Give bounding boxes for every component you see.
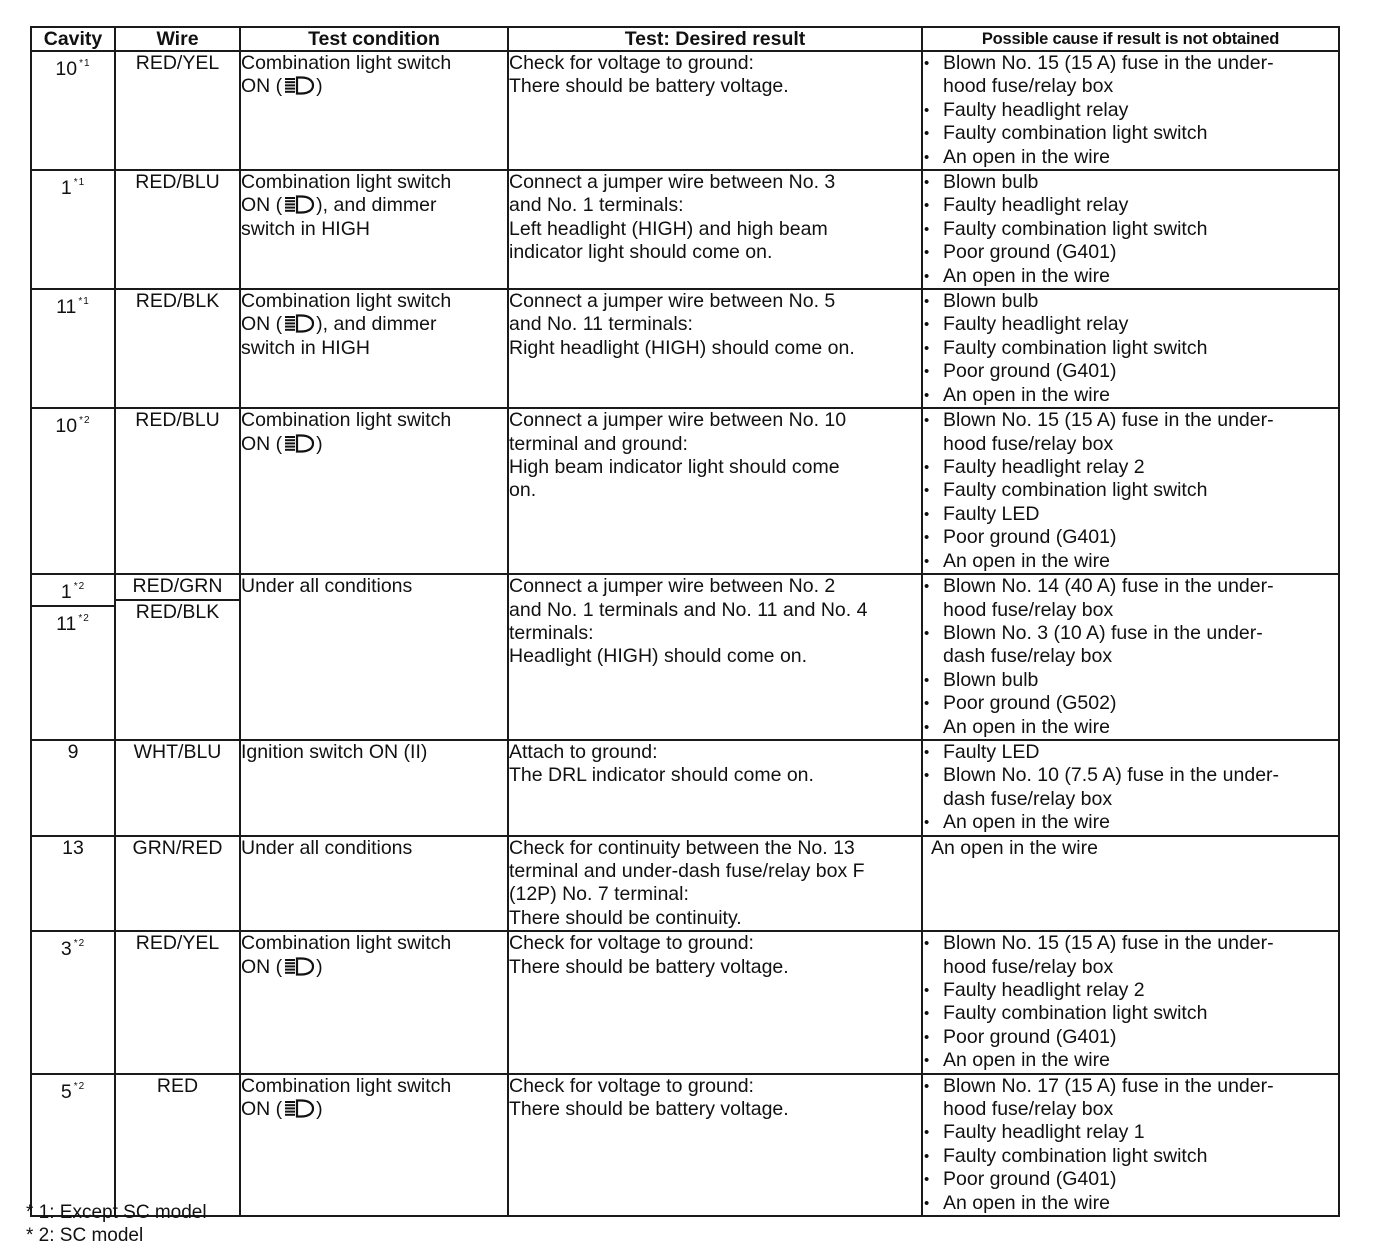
cause-text: • Poor ground (G401) (943, 1025, 1117, 1048)
cause-text: • Poor ground (G401) (943, 526, 1117, 549)
condition-line: switch in HIGH (241, 336, 370, 359)
wire-color: RED/BLK (135, 290, 220, 313)
wire-color: WHT/BLU (133, 740, 222, 763)
cause-item (923, 741, 1338, 764)
cause-item (923, 1026, 1338, 1049)
cause-list (923, 52, 1338, 169)
cavity-number: 1 (60, 177, 72, 200)
wire-color: RED/GRN (132, 575, 223, 598)
result-line: There should be continuity. (509, 906, 742, 929)
cause-item (923, 575, 1338, 622)
cavity-cell (31, 289, 115, 408)
test-condition-cell (240, 931, 508, 1073)
cause-text: • Blown bulb (943, 668, 1039, 691)
possible-cause-cell (922, 170, 1339, 289)
cavity-number: 1 (60, 581, 72, 604)
cavity-split-top (31, 575, 115, 606)
possible-cause-cell (922, 289, 1339, 408)
cause-item (923, 290, 1338, 313)
cause-text: • Faulty combination light switch (943, 122, 1208, 145)
wire-cell (115, 931, 240, 1073)
desired-result-cell (508, 931, 922, 1073)
cause-item (923, 99, 1338, 122)
result-line: There should be battery voltage. (509, 955, 789, 978)
cause-item (923, 479, 1338, 502)
test-condition-cell (240, 170, 508, 289)
condition-text: ON ( (241, 955, 283, 978)
test-condition-cell (240, 289, 508, 408)
result-line: terminal and ground: (509, 432, 688, 455)
condition-line: Combination light switch (241, 171, 452, 194)
wire-color: RED/YEL (135, 932, 220, 955)
wire-color: RED/BLK (135, 600, 220, 623)
footnote-mark: *2 (79, 415, 91, 427)
cause-text: • Faulty combination light switch (943, 479, 1208, 502)
footnote-1: * 1: Except SC model (26, 1202, 207, 1223)
condition-text: ) (316, 1098, 323, 1121)
condition-text: ON ( (241, 313, 283, 336)
cause-text: hood fuse/relay box (943, 432, 1114, 455)
footnote-mark: *2 (73, 581, 86, 593)
cause-list (923, 171, 1338, 288)
condition-text: ), and dimmer (316, 313, 437, 336)
result-line: (12P) No. 7 terminal: (509, 883, 689, 906)
condition-text: ON ( (241, 75, 283, 98)
desired-result-cell (508, 408, 922, 574)
result-line: and No. 11 terminals: (509, 313, 693, 336)
cause-item (923, 1075, 1338, 1122)
result-line: Connect a jumper wire between No. 3 (509, 171, 836, 194)
condition-line: Combination light switch (241, 52, 452, 74)
cause-text: • An open in the wire (943, 811, 1110, 834)
cause-item (923, 1121, 1338, 1144)
desired-result-cell (508, 51, 922, 170)
cause-item (923, 811, 1338, 834)
cavity-cell (31, 740, 115, 836)
cause-item (923, 52, 1338, 99)
headlight-high-beam-icon (283, 957, 315, 976)
cause-item (923, 932, 1338, 979)
cause-list (923, 575, 1338, 739)
cause-text: • Poor ground (G401) (943, 241, 1117, 264)
result-line: indicator light should come on. (509, 241, 773, 264)
footnote-2: * 2: SC model (26, 1225, 144, 1246)
cause-text: • Faulty combination light switch (943, 336, 1208, 359)
footnote-mark: *2 (73, 938, 86, 950)
condition-line: Combination light switch (241, 1074, 452, 1097)
headlight-high-beam-icon (283, 195, 315, 214)
headlight-high-beam-icon (283, 76, 315, 95)
cause-item (923, 146, 1338, 169)
header-cavity: Cavity (31, 27, 115, 51)
result-line: Connect a jumper wire between No. 5 (509, 290, 836, 313)
possible-cause-cell (922, 51, 1339, 170)
table-row (31, 740, 1339, 836)
cause-item (923, 360, 1338, 383)
result-line: and No. 1 terminals and No. 11 and No. 4 (509, 598, 868, 621)
table-row (31, 1074, 1339, 1216)
condition-line (241, 956, 507, 979)
wire-cell (115, 170, 240, 289)
test-condition-cell (240, 1074, 508, 1216)
headlight-high-beam-icon (283, 314, 315, 333)
headlight-high-beam-icon (283, 1099, 315, 1118)
possible-cause-cell (922, 408, 1339, 574)
cause-text: • Faulty headlight relay 1 (943, 1121, 1145, 1144)
table-row (31, 836, 1339, 932)
table-row (31, 289, 1339, 408)
condition-line (241, 313, 507, 336)
cause-text: • Poor ground (G401) (943, 1168, 1117, 1191)
cause-text: • Faulty LED (943, 740, 1040, 763)
cause-text: • Blown No. 14 (40 A) fuse in the under- (943, 575, 1274, 598)
condition-line (241, 1098, 507, 1121)
wire-color: RED/BLU (135, 171, 220, 194)
wire-cell (115, 408, 240, 574)
cavity-number: 3 (60, 938, 72, 961)
cause-text: • Faulty combination light switch (943, 1002, 1208, 1025)
cavity-cell (31, 1074, 115, 1216)
cause-list (923, 1075, 1338, 1215)
result-line: Headlight (HIGH) should come on. (509, 645, 808, 668)
cause-item (923, 456, 1338, 479)
cavity-split-bottom (32, 607, 114, 636)
result-line: on. (509, 479, 537, 502)
result-line: Connect a jumper wire between No. 2 (509, 575, 836, 598)
cause-text: hood fuse/relay box (943, 75, 1114, 98)
test-condition-cell (240, 574, 508, 740)
condition-text: Under all conditions (241, 836, 413, 859)
result-line: Right headlight (HIGH) should come on. (509, 336, 855, 359)
result-line: Check for voltage to ground: (509, 1074, 754, 1097)
possible-cause-cell (922, 740, 1339, 836)
cause-item (923, 550, 1338, 573)
cavity-cell (31, 170, 115, 289)
header-wire: Wire (115, 27, 240, 51)
possible-cause-cell (922, 574, 1339, 740)
cause-text: • Blown No. 10 (7.5 A) fuse in the under- (943, 764, 1280, 787)
cause-item (923, 1168, 1338, 1191)
result-line: and No. 1 terminals: (509, 194, 684, 217)
desired-result-cell (508, 1074, 922, 1216)
desired-result-cell (508, 836, 922, 932)
condition-text: ) (316, 75, 323, 98)
table-row (31, 170, 1339, 289)
cause-list (923, 409, 1338, 573)
condition-text: ), and dimmer (316, 194, 437, 217)
result-line: Connect a jumper wire between No. 10 (509, 409, 847, 432)
table-row (31, 574, 1339, 740)
cause-list (923, 290, 1338, 407)
condition-text: ON ( (241, 432, 283, 455)
possible-cause-cell (922, 931, 1339, 1073)
cause-text: dash fuse/relay box (943, 787, 1113, 810)
cause-text: • An open in the wire (943, 383, 1110, 406)
header-desired-result: Test: Desired result (508, 27, 922, 51)
cause-text: • Blown No. 15 (15 A) fuse in the under- (943, 409, 1274, 432)
result-line: There should be battery voltage. (509, 75, 789, 98)
cause-text: • Faulty headlight relay 2 (943, 979, 1145, 1001)
wire-color: GRN/RED (132, 836, 223, 859)
result-line: There should be battery voltage. (509, 1098, 789, 1121)
footnote-mark: *1 (79, 58, 91, 69)
header-possible-cause: Possible cause if result is not obtained (922, 27, 1339, 51)
desired-result-cell (508, 574, 922, 740)
cause-text: • Blown No. 17 (15 A) fuse in the under- (943, 1074, 1274, 1097)
cause-item (923, 171, 1338, 194)
cause-item (923, 1145, 1338, 1168)
possible-cause-cell (922, 1074, 1339, 1216)
result-line: Left headlight (HIGH) and high beam (509, 217, 828, 240)
wire-split-top (115, 575, 240, 600)
table-body (31, 51, 1339, 1216)
wire-cell (115, 51, 240, 170)
cause-list (923, 932, 1338, 1072)
cavity-number: 10 (55, 415, 78, 438)
terminal-test-table (30, 26, 1340, 1217)
diagnostic-table-sheet (30, 26, 1338, 1217)
cavity-cell (31, 51, 115, 170)
cause-item (923, 716, 1338, 739)
table-row (31, 51, 1339, 170)
result-line: Check for voltage to ground: (509, 52, 754, 74)
desired-result-cell (508, 289, 922, 408)
cause-text: • An open in the wire (943, 1191, 1110, 1214)
footnotes (26, 1201, 207, 1247)
result-line: Attach to ground: (509, 740, 658, 763)
table-row (31, 931, 1339, 1073)
cause-text: • Faulty LED (943, 502, 1040, 525)
cause-item (923, 1049, 1338, 1072)
wire-cell (115, 740, 240, 836)
cause-item (923, 526, 1338, 549)
condition-line (241, 75, 507, 98)
desired-result-cell (508, 170, 922, 289)
table-row (31, 408, 1339, 574)
result-line: High beam indicator light should come (509, 455, 840, 478)
wire-cell (115, 1074, 240, 1216)
cavity-number: 9 (67, 740, 79, 763)
cavity-number: 11 (56, 296, 77, 319)
cause-item (923, 313, 1338, 336)
cause-text: • Poor ground (G502) (943, 692, 1117, 715)
wire-cell (115, 289, 240, 408)
cause-text: • Poor ground (G401) (943, 360, 1117, 383)
cause-text: • Blown bulb (943, 171, 1039, 194)
cause-text: • Faulty combination light switch (943, 1144, 1208, 1167)
wire-cell (115, 574, 240, 740)
cause-text: An open in the wire (931, 836, 1098, 859)
wire-split-bottom (116, 601, 239, 624)
condition-line (241, 194, 507, 217)
test-condition-cell (240, 51, 508, 170)
footnote-mark: *1 (78, 296, 90, 308)
condition-line: Combination light switch (241, 290, 452, 313)
cause-text: • Faulty headlight relay (943, 98, 1129, 121)
cavity-number: 11 (56, 612, 77, 635)
cavity-cell (31, 408, 115, 574)
wire-color: RED (156, 1074, 199, 1097)
result-line: terminal and under-dash fuse/relay box F (509, 859, 865, 882)
cause-item (923, 979, 1338, 1002)
result-line: The DRL indicator should come on. (509, 764, 814, 787)
cause-text: • An open in the wire (943, 264, 1110, 287)
cavity-number: 10 (55, 58, 78, 80)
condition-text: ON ( (241, 194, 283, 217)
header-row (31, 27, 1339, 51)
footnote-mark: *1 (73, 177, 86, 189)
cause-text: • An open in the wire (943, 145, 1110, 168)
condition-text: ) (316, 432, 323, 455)
cause-item (923, 669, 1338, 692)
condition-line: Combination light switch (241, 409, 452, 432)
cause-item (923, 384, 1338, 407)
footnote-mark: *2 (78, 612, 90, 624)
cavity-number: 13 (62, 836, 84, 859)
cavity-cell (31, 836, 115, 932)
cause-item (923, 1002, 1338, 1025)
cause-item (923, 265, 1338, 288)
cause-list (923, 741, 1338, 835)
cause-text: • Blown bulb (943, 290, 1039, 313)
cavity-number: 5 (60, 1080, 72, 1103)
cause-item (923, 622, 1338, 669)
cause-text: • An open in the wire (943, 1049, 1110, 1072)
condition-text: ON ( (241, 1098, 283, 1121)
condition-line: switch in HIGH (241, 217, 370, 240)
test-condition-cell (240, 740, 508, 836)
result-line: Check for continuity between the No. 13 (509, 836, 855, 859)
cause-text: • Faulty headlight relay 2 (943, 455, 1145, 478)
wire-color: RED/YEL (135, 52, 220, 74)
cause-item (923, 122, 1338, 145)
footnote-mark: *2 (73, 1080, 86, 1092)
cause-text: dash fuse/relay box (943, 645, 1113, 668)
condition-line (241, 433, 507, 456)
condition-text: Ignition switch ON (II) (241, 740, 428, 763)
cause-item (923, 764, 1338, 811)
cause-text: • Faulty headlight relay (943, 313, 1129, 336)
condition-text: ) (316, 955, 323, 978)
cause-text: • Blown No. 3 (10 A) fuse in the under- (943, 621, 1263, 644)
condition-line: Combination light switch (241, 932, 452, 955)
cause-text: • Faulty headlight relay (943, 194, 1129, 217)
cause-item (923, 503, 1338, 526)
headlight-high-beam-icon (283, 434, 315, 453)
cause-item (923, 337, 1338, 360)
wire-color: RED/BLU (135, 409, 220, 432)
desired-result-cell (508, 740, 922, 836)
cause-text: • An open in the wire (943, 549, 1110, 572)
cause-item (923, 692, 1338, 715)
test-condition-cell (240, 836, 508, 932)
cause-text: • Blown No. 15 (15 A) fuse in the under- (943, 932, 1274, 955)
cavity-cell (31, 574, 115, 740)
cause-text: • Blown No. 15 (15 A) fuse in the under- (943, 52, 1274, 74)
cause-item (923, 241, 1338, 264)
cause-item (923, 218, 1338, 241)
possible-cause-cell (922, 836, 1339, 932)
wire-cell (115, 836, 240, 932)
result-line: Check for voltage to ground: (509, 932, 754, 955)
cause-text: hood fuse/relay box (943, 955, 1114, 978)
cause-text: hood fuse/relay box (943, 598, 1114, 621)
cause-text: • Faulty combination light switch (943, 217, 1208, 240)
cause-item (923, 1192, 1338, 1215)
header-test-condition: Test condition (240, 27, 508, 51)
test-condition-cell (240, 408, 508, 574)
result-line: terminals: (509, 621, 594, 644)
cause-item (923, 409, 1338, 456)
condition-text: Under all conditions (241, 575, 413, 598)
cause-text: hood fuse/relay box (943, 1098, 1114, 1121)
cause-text: • An open in the wire (943, 715, 1110, 738)
cavity-cell (31, 931, 115, 1073)
cause-item (923, 194, 1338, 217)
